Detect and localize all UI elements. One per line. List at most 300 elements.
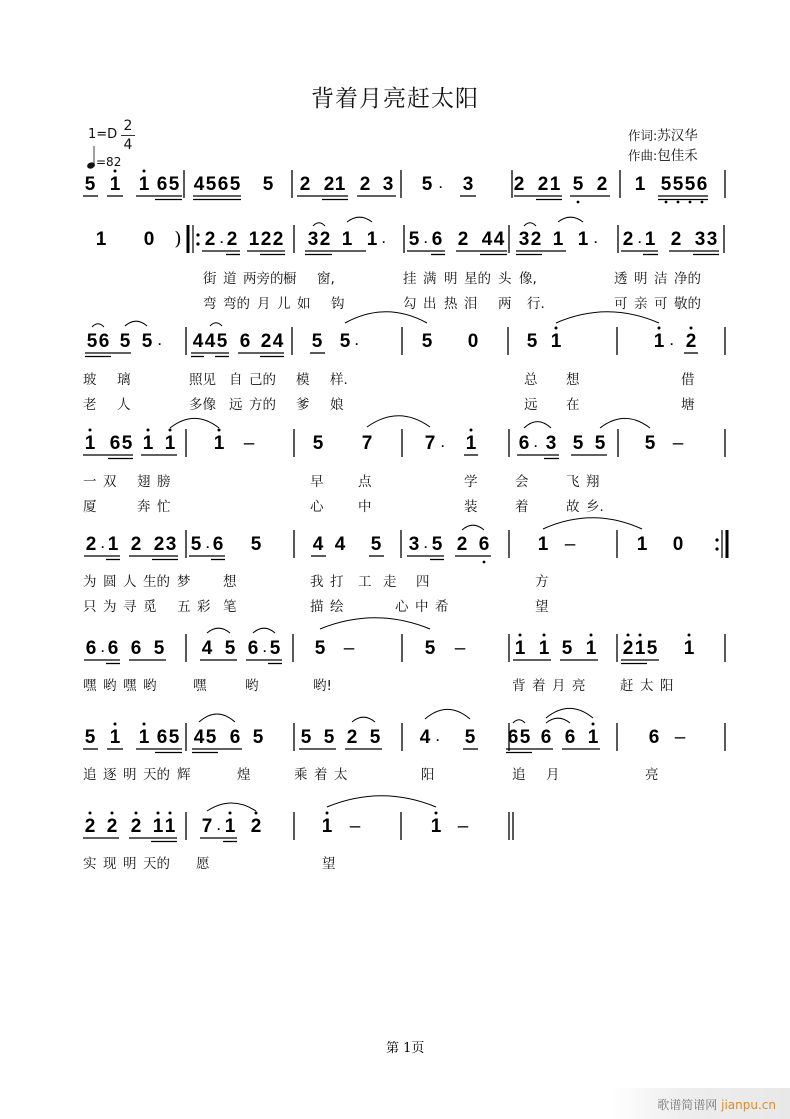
note: 5 — [141, 331, 153, 352]
note: 5 — [84, 174, 96, 195]
note: 6 — [109, 433, 121, 454]
tie-slur — [170, 418, 219, 428]
note: 5 — [168, 174, 180, 195]
note: 1 — [587, 727, 599, 748]
note: 1 — [430, 816, 442, 837]
lyric-syllable: 窗, — [317, 271, 335, 287]
sustain-dash: – — [454, 638, 466, 659]
lyric-syllable: 方 — [535, 574, 549, 590]
note: 3 — [694, 229, 706, 250]
note: 1 — [366, 229, 378, 250]
tie-slur — [207, 803, 256, 811]
lyric-syllable: 璃 — [117, 372, 131, 388]
lyric-syllable: 月 — [257, 296, 271, 312]
lyric-syllable: 为 — [83, 574, 97, 590]
note: 6 — [540, 727, 552, 748]
lyric-syllable: 月 — [546, 767, 560, 783]
note: 5 — [250, 534, 262, 555]
lyric-syllable: 一 — [83, 474, 97, 490]
lyric-syllable: 辉 — [177, 767, 191, 783]
tie-slur — [210, 323, 222, 326]
lyric-syllable: 追 — [512, 767, 526, 783]
octave-high-dot — [639, 634, 642, 637]
watermark-text: 歌谱简谱网 — [657, 1098, 718, 1112]
tie-slur — [543, 518, 642, 529]
lyric-syllable: 照见 — [189, 372, 216, 388]
note: 1 — [224, 816, 236, 837]
page-number: 第 1页 — [386, 1041, 425, 1056]
lyric-syllable: 亮 — [645, 767, 659, 783]
note: 1 — [636, 534, 648, 555]
lyric-syllable: 明 — [634, 271, 648, 287]
tie-slur — [345, 312, 427, 323]
note: 3 — [165, 534, 177, 555]
note: 5 — [408, 229, 420, 250]
lyric-syllable: 想 — [566, 372, 580, 388]
note: 5 — [424, 638, 436, 659]
note: 3 — [545, 433, 557, 454]
lyric-syllable: 故 — [566, 499, 580, 515]
lyric-syllable: 着 — [314, 767, 328, 783]
lyric-syllable: 两 — [498, 296, 512, 312]
note: 1 — [634, 638, 646, 659]
lyric-syllable: 着 — [515, 499, 529, 515]
note: 2 — [513, 174, 525, 195]
note: 4 — [192, 331, 204, 352]
lyric-syllable: 方的 — [249, 397, 276, 413]
note: 1 — [334, 174, 346, 195]
note: 5 — [526, 331, 538, 352]
note: 2 — [457, 229, 469, 250]
octave-high-dot — [519, 634, 522, 637]
note: 3 — [382, 174, 394, 195]
time-divider — [121, 135, 135, 136]
note: 1 — [138, 727, 150, 748]
note: 2 — [456, 534, 468, 555]
tie-slur — [425, 709, 470, 719]
note: 6 — [98, 331, 110, 352]
note: 2 — [153, 534, 165, 555]
note: 0 — [143, 229, 155, 250]
note: 6 — [212, 534, 224, 555]
note: 3 — [408, 534, 420, 555]
note: 5 — [323, 727, 335, 748]
lyric-syllable: 人 — [117, 397, 131, 413]
note: 5 — [168, 727, 180, 748]
octave-high-dot — [658, 327, 661, 330]
note: 1 — [138, 174, 150, 195]
lyric-syllable: 背 — [512, 678, 526, 694]
lyric-syllable: 天的 — [143, 767, 170, 783]
duration-dot: · — [382, 235, 386, 249]
composer-name: 包佳禾 — [657, 148, 698, 164]
note: 5 — [205, 174, 217, 195]
key-signature — [88, 127, 117, 142]
note: 6 — [518, 433, 530, 454]
note: 2 — [346, 727, 358, 748]
lyric-syllable: 会 — [515, 474, 529, 490]
lyric-syllable: 煌 — [237, 767, 251, 783]
lyric-syllable: 追 — [83, 767, 97, 783]
watermark — [610, 1088, 790, 1119]
octave-high-dot — [255, 812, 258, 815]
song-title: 背着月亮赶太阳 — [311, 86, 479, 112]
lyric-syllable: 太 — [334, 767, 348, 783]
lyric-syllable: 热 — [444, 296, 458, 312]
note: 7 — [361, 433, 373, 454]
note: 1 — [84, 433, 96, 454]
lyric-syllable: 为 — [103, 599, 117, 615]
lyric-syllable: 只 — [83, 599, 97, 615]
note: 2 — [622, 638, 634, 659]
octave-high-dot — [627, 634, 630, 637]
note: 1 — [248, 229, 260, 250]
tie-slur — [556, 312, 659, 323]
duration-dot: · — [424, 540, 428, 554]
note: 2 — [685, 331, 697, 352]
tie-slur — [92, 324, 104, 327]
note: 5 — [339, 331, 351, 352]
octave-high-dot — [111, 812, 114, 815]
octave-high-dot — [169, 812, 172, 815]
lyric-syllable: 双 — [103, 474, 117, 490]
lyric-syllable: 爹 — [296, 397, 310, 413]
lyric-syllable: 忙 — [157, 499, 171, 515]
note: 2 — [670, 229, 682, 250]
note: 3 — [706, 229, 718, 250]
note: 4 — [204, 331, 216, 352]
lyric-syllable: 像, — [519, 271, 537, 287]
note: 2 — [260, 331, 272, 352]
tie-slur — [600, 418, 650, 428]
lyric-syllable: 描 — [310, 599, 324, 615]
note: 2 — [530, 229, 542, 250]
duration-dot: · — [424, 235, 428, 249]
lyric-syllable: 工 — [358, 574, 372, 590]
tie-slur — [524, 422, 551, 428]
note: 5 — [561, 638, 573, 659]
note: 6 — [130, 638, 142, 659]
note: 1 — [653, 331, 665, 352]
lyric-syllable: 明 — [444, 271, 458, 287]
note: 6 — [156, 727, 168, 748]
note: 5 — [660, 174, 672, 195]
lyric-syllable: 想 — [223, 574, 237, 590]
octave-low-dot — [665, 201, 668, 204]
octave-high-dot — [229, 812, 232, 815]
octave-high-dot — [169, 429, 172, 432]
lyric-syllable: 阳 — [660, 678, 674, 694]
octave-low-dot — [577, 201, 580, 204]
lyric-syllable: 心 — [395, 599, 409, 615]
note: 1 — [549, 174, 561, 195]
sustain-dash: – — [564, 534, 576, 555]
lyric-syllable: 翅 — [137, 474, 151, 490]
lyric-syllable: 打 — [330, 574, 344, 590]
note: 2 — [106, 816, 118, 837]
lyric-syllable: 星的 — [464, 271, 491, 287]
lyric-syllable: 橱 — [283, 271, 297, 287]
note: 6 — [156, 174, 168, 195]
octave-high-dot — [143, 170, 146, 173]
lyric-syllable: 中 — [415, 599, 429, 615]
note: 0 — [672, 534, 684, 555]
lyric-syllable: 净的 — [674, 271, 701, 287]
lyric-syllable: 钩 — [331, 296, 345, 312]
duration-dot: · — [441, 439, 445, 453]
lyric-syllable: 寻 — [123, 599, 137, 615]
note: 1 — [514, 638, 526, 659]
note: 6 — [229, 727, 241, 748]
duration-dot: · — [263, 644, 267, 658]
note: 1 — [585, 638, 597, 659]
note: 5 — [121, 433, 133, 454]
note: 6 — [648, 727, 660, 748]
note: 1 — [164, 433, 176, 454]
note: 1 — [109, 727, 121, 748]
repeat-dot — [715, 547, 718, 550]
note: 6 — [564, 727, 576, 748]
lyricist-label: 作词: — [628, 128, 658, 143]
note: 2 — [260, 229, 272, 250]
lyric-syllable: 嘿 — [123, 678, 137, 694]
duration-dot: · — [355, 337, 359, 351]
lyric-syllable: 明 — [123, 856, 137, 872]
lyric-syllable: 五 — [177, 599, 191, 615]
lyric-syllable: 愿 — [196, 856, 210, 872]
note: 5 — [672, 174, 684, 195]
note: 4 — [193, 727, 205, 748]
note: 7 — [424, 433, 436, 454]
lyric-syllable: 中 — [358, 499, 372, 515]
note: 2 — [272, 229, 284, 250]
lyric-syllable: 弯 — [203, 296, 217, 312]
time-numerator: 2 — [123, 118, 133, 134]
lyric-syllable: 可 — [654, 296, 668, 312]
note: 5 — [190, 534, 202, 555]
octave-high-dot — [470, 429, 473, 432]
note: 5 — [369, 727, 381, 748]
octave-high-dot — [143, 723, 146, 726]
lyric-syllable: 心 — [310, 499, 324, 515]
note: 6 — [239, 331, 251, 352]
lyric-syllable: 嘿 — [83, 678, 97, 694]
lyric-syllable: 多像 — [189, 397, 216, 413]
note: 2 — [299, 174, 311, 195]
tie-slur — [327, 796, 436, 807]
note: 5 — [572, 174, 584, 195]
note: 6 — [507, 727, 519, 748]
note: 2 — [359, 174, 371, 195]
lyric-syllable: 泪 — [464, 296, 478, 312]
tie-slur — [199, 714, 235, 722]
octave-low-dot — [701, 201, 704, 204]
lyric-syllable: 点 — [358, 474, 372, 490]
note: 1 — [164, 816, 176, 837]
note: 1 — [152, 816, 164, 837]
sustain-dash: – — [349, 816, 361, 837]
lyric-syllable: 远 — [229, 397, 243, 413]
note: 5 — [269, 638, 281, 659]
lyric-syllable: 自 — [229, 372, 243, 388]
lyric-syllable: 彩 — [197, 599, 211, 615]
lyric-syllable: 老 — [83, 397, 97, 413]
note: 2 — [323, 174, 335, 195]
octave-high-dot — [89, 429, 92, 432]
note: 4 — [272, 331, 284, 352]
lyric-syllable: 厦 — [83, 499, 97, 515]
note: 2 — [85, 534, 97, 555]
note: 2 — [319, 229, 331, 250]
note: 5 — [205, 727, 217, 748]
lyric-syllable: 借 — [681, 372, 695, 388]
lyric-syllable: 己的 — [249, 372, 276, 388]
lyric-syllable: 玻 — [83, 372, 97, 388]
duration-dot: · — [158, 337, 162, 351]
note: 4 — [312, 534, 324, 555]
note: 1 — [550, 331, 562, 352]
lyric-syllable: 太 — [640, 678, 654, 694]
tie-slur — [367, 416, 430, 427]
tie-slur — [546, 718, 570, 723]
tie-slur — [462, 525, 484, 530]
octave-high-dot — [543, 634, 546, 637]
lyric-syllable: 出 — [423, 296, 437, 312]
lyric-syllable: 翔 — [586, 474, 600, 490]
tie-slur — [352, 717, 375, 722]
tie-slur — [207, 628, 230, 633]
note: 1 — [109, 174, 121, 195]
composer-credit — [628, 144, 698, 164]
duration-dot: · — [439, 180, 443, 194]
lyric-syllable: 哟 — [245, 678, 259, 694]
tie-slur — [125, 321, 147, 326]
note: 5 — [224, 638, 236, 659]
note: 5 — [153, 638, 165, 659]
note: 5 — [119, 331, 131, 352]
lyric-syllable: 走 — [383, 574, 397, 590]
note: 6 — [217, 174, 229, 195]
lyric-syllable: 生的 — [143, 574, 170, 590]
lyric-syllable: 希 — [435, 599, 449, 615]
note: 5 — [86, 331, 98, 352]
duration-dot: · — [206, 540, 210, 554]
octave-low-dot — [677, 201, 680, 204]
duration-dot: · — [534, 439, 538, 453]
note: 7 — [201, 816, 213, 837]
note: 6 — [431, 229, 443, 250]
note: 1 — [341, 229, 353, 250]
octave-high-dot — [147, 429, 150, 432]
closing-paren: ) — [174, 228, 182, 250]
lyric-syllable: 乡. — [586, 499, 604, 515]
note: 6 — [85, 638, 97, 659]
sustain-dash: – — [343, 638, 355, 659]
lyric-syllable: 飞 — [566, 474, 580, 490]
lyric-syllable: 现 — [103, 856, 117, 872]
lyric-syllable: 装 — [464, 499, 478, 515]
time-denominator: 4 — [123, 137, 133, 153]
note: 1 — [552, 229, 564, 250]
lyric-syllable: 我 — [310, 574, 324, 590]
lyric-syllable: 儿 — [277, 296, 291, 312]
note: 3 — [462, 174, 474, 195]
lyric-syllable: 阳 — [421, 767, 435, 783]
octave-high-dot — [690, 327, 693, 330]
repeat-dot — [715, 538, 718, 541]
lyricist-credit — [628, 124, 698, 144]
lyric-syllable: 望 — [322, 856, 336, 872]
note: 5 — [421, 174, 433, 195]
note: 1 — [213, 433, 225, 454]
duration-dot: · — [101, 540, 105, 554]
repeat-dot — [196, 242, 199, 245]
duration-dot: · — [436, 733, 440, 747]
duration-dot: · — [101, 644, 105, 658]
note: 5 — [252, 727, 264, 748]
note: 4 — [334, 534, 346, 555]
octave-high-dot — [135, 812, 138, 815]
note: 5 — [216, 331, 228, 352]
octave-high-dot — [555, 327, 558, 330]
tie-slur — [347, 217, 372, 222]
note: 5 — [594, 433, 606, 454]
lyric-syllable: 嘿 — [193, 678, 207, 694]
note: 5 — [229, 174, 241, 195]
note: 5 — [572, 433, 584, 454]
lyric-syllable: 早 — [310, 474, 324, 490]
lyric-syllable: 亲 — [634, 296, 648, 312]
lyric-syllable: 四 — [416, 574, 430, 590]
lyric-syllable: 在 — [566, 397, 580, 413]
tie-slur — [320, 618, 430, 629]
lyric-syllable: 行. — [527, 296, 545, 312]
octave-high-dot — [688, 634, 691, 637]
lyric-syllable: 明 — [123, 767, 137, 783]
lyric-syllable: 街 — [203, 271, 217, 287]
duration-dot: · — [670, 337, 674, 351]
note: 1 — [321, 816, 333, 837]
note: 6 — [247, 638, 259, 659]
note: 2 — [204, 229, 216, 250]
octave-high-dot — [157, 812, 160, 815]
octave-high-dot — [592, 723, 595, 726]
watermark-site: jianpu.cn — [721, 1098, 776, 1112]
lyric-syllable: 如 — [297, 296, 311, 312]
tempo-value: =82 — [96, 155, 122, 169]
octave-high-dot — [435, 812, 438, 815]
lyric-syllable: 绘 — [330, 599, 344, 615]
sustain-dash: – — [457, 816, 469, 837]
lyric-syllable: 总 — [524, 372, 538, 388]
sustain-dash: – — [243, 433, 255, 454]
note: 4 — [419, 727, 431, 748]
lyric-syllable: 赶 — [620, 678, 634, 694]
note: 5 — [519, 727, 531, 748]
lyric-syllable: 学 — [464, 474, 478, 490]
lyric-syllable: 月 — [552, 678, 566, 694]
lyric-syllable: 哟 — [143, 678, 157, 694]
note: 2 — [130, 534, 142, 555]
note: 5 — [314, 638, 326, 659]
note: 2 — [130, 816, 142, 837]
note: 1 — [107, 534, 119, 555]
octave-high-dot — [89, 812, 92, 815]
lyric-syllable: 觅 — [143, 599, 157, 615]
lyric-syllable: 敬的 — [674, 296, 701, 312]
octave-high-dot — [590, 634, 593, 637]
note: 5 — [311, 331, 323, 352]
